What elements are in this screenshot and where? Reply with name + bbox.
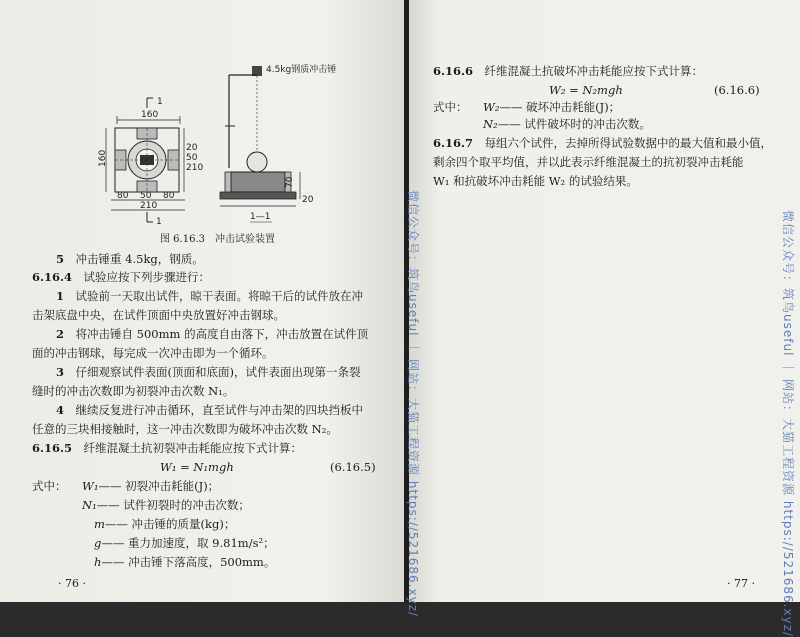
step-1-line-b: 击架底盘中央，在试件顶面中央放置好冲击钢球。 xyxy=(32,308,285,322)
clause-6-16-7-line-b: 剩余四个取平均值，并以此表示纤维混凝土的抗初裂冲击耗能 xyxy=(433,155,744,169)
def-row: W₂—— 破坏冲击耗能(J)； xyxy=(483,100,621,114)
dim-side-70: 70 xyxy=(285,176,295,188)
step-3-line-a: 3 仔细观察试件表面(顶面和底面)，试件表面出现第一条裂 xyxy=(56,365,361,379)
def-row: N₁—— 试件初裂时的冲击次数； xyxy=(82,498,250,512)
page-number-left: · 76 · xyxy=(58,577,86,590)
dim-bottom-50: 50 xyxy=(140,191,152,201)
watermark-center: 微信公众号：筑鸟useful ｜ 网站：大猫工程资源 https://521686.xyz/ xyxy=(406,190,420,618)
where-label-right: 式中： xyxy=(433,100,468,114)
def-row: g—— 重力加速度，取 9.81m/s²； xyxy=(94,536,275,550)
formula-number-6-16-6: (6.16.6) xyxy=(714,83,760,97)
dim-bottom-80b: 80 xyxy=(163,191,175,201)
left-page xyxy=(0,0,404,602)
line-5: 5 冲击锤重 4.5kg，钢质。 xyxy=(56,252,204,266)
watermark-right: 微信公众号：筑鸟useful ｜ 网站：大猫工程资源 https://521686.xyz/ xyxy=(781,210,795,637)
formula-6-16-6: W₂ = N₂mgh xyxy=(549,83,623,97)
where-label-left: 式中： xyxy=(32,479,67,493)
dim-side-20: 20 xyxy=(302,195,314,205)
formula-number-6-16-5: (6.16.5) xyxy=(330,460,376,474)
dim-right-210: 210 xyxy=(186,163,204,173)
def-row: N₂—— 试件破坏时的冲击次数。 xyxy=(483,117,651,131)
figure-caption: 图 6.16.3 冲击试验装置 xyxy=(160,234,275,245)
step-2-line-a: 2 将冲击锤自 500mm 的高度自由落下，冲击放置在试件顶 xyxy=(56,327,369,341)
clause-6-16-5: 6.16.5 纤维混凝土抗初裂冲击耗能应按下式计算： xyxy=(32,441,303,455)
clause-6-16-6: 6.16.6 纤维混凝土抗破坏冲击耗能应按下式计算： xyxy=(433,64,704,78)
step-3-line-b: 缝时的冲击次数即为初裂冲击次数 N₁。 xyxy=(32,384,235,398)
dim-bottom-210: 210 xyxy=(140,201,158,211)
section-mark-bottom: 1 xyxy=(156,217,162,227)
clause-6-16-4: 6.16.4 试验应按下列步骤进行： xyxy=(32,270,211,284)
dim-bottom-80a: 80 xyxy=(117,191,129,201)
clause-6-16-7-line-a: 6.16.7 每组六个试件，去掉所得试验数据中的最大值和最小值， xyxy=(433,136,773,150)
step-1-line-a: 1 试验前一天取出试件，晾干表面。将晾干后的试件放在冲 xyxy=(56,289,364,303)
page-number-right: · 77 · xyxy=(727,577,755,590)
dim-left-160: 160 xyxy=(98,149,108,167)
impact-apparatus-figure xyxy=(0,0,404,240)
right-page xyxy=(409,0,800,602)
section-label: 1—1 xyxy=(250,212,271,222)
step-4-line-b: 任意的三块相接触时，这一冲击次数即为破坏冲击次数 N₂。 xyxy=(32,422,338,436)
def-row: h—— 冲击锤下落高度，500mm。 xyxy=(94,555,276,569)
def-row: m—— 冲击锤的质量(kg)； xyxy=(94,517,236,531)
formula-6-16-5: W₁ = N₁mgh xyxy=(160,460,234,474)
dim-top-160: 160 xyxy=(141,110,159,120)
hammer-label: 4.5kg钢质冲击锤 xyxy=(266,65,337,75)
step-2-line-b: 面的冲击钢球，每完成一次冲击即为一个循环。 xyxy=(32,346,274,360)
clause-6-16-7-line-c: W₁ 和抗破坏冲击耗能 W₂ 的试验结果。 xyxy=(433,174,638,188)
dim-right-20: 20 xyxy=(186,143,198,153)
dim-right-50: 50 xyxy=(186,153,198,163)
section-mark-top: 1 xyxy=(157,97,163,107)
def-row: W₁—— 初裂冲击耗能(J)； xyxy=(82,479,220,493)
step-4-line-a: 4 继续反复进行冲击循环，直至试件与冲击架的四块挡板中 xyxy=(56,403,364,417)
